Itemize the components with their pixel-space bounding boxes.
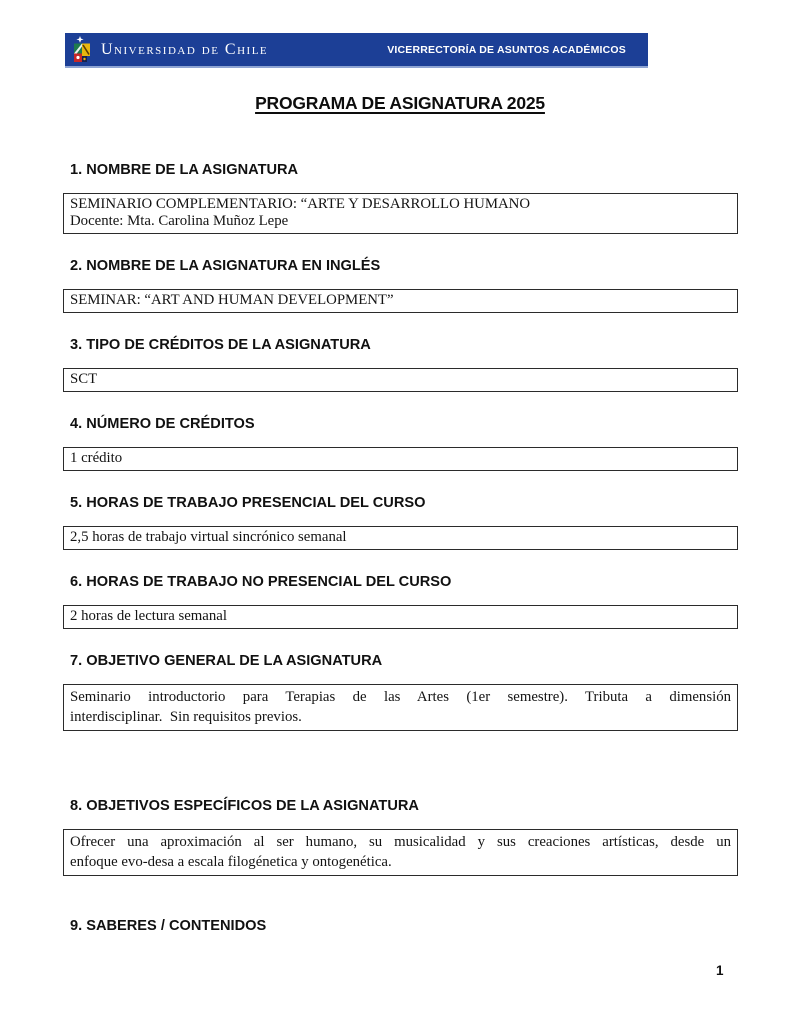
box-line: 2,5 horas de trabajo virtual sincrónico semanal	[70, 529, 347, 545]
section-heading: 1. NOMBRE DE LA ASIGNATURA	[70, 162, 299, 178]
section-numero-creditos	[63, 416, 738, 471]
section-value-box	[63, 447, 738, 471]
box-line: SEMINARIO COMPLEMENTARIO: “ARTE Y DESARROLLO HUMANO	[70, 196, 531, 212]
section-value-box	[63, 368, 738, 392]
box-line: Ofrecer una aproximación al ser humano, su musicalidad y sus creaciones artísticas, desde un	[70, 834, 731, 850]
section-nombre-ingles	[63, 258, 738, 313]
section-tipo-creditos	[63, 337, 738, 392]
section-horas-presencial	[63, 495, 738, 550]
box-line: SEMINAR: “ART AND HUMAN DEVELOPMENT”	[70, 292, 394, 308]
section-heading: 5. HORAS DE TRABAJO PRESENCIAL DEL CURSO	[70, 495, 426, 511]
section-value-box	[63, 289, 738, 313]
section-heading: 4. NÚMERO DE CRÉDITOS	[70, 416, 255, 432]
section-heading: 3. TIPO DE CRÉDITOS DE LA ASIGNATURA	[70, 337, 371, 353]
section-value-box	[63, 684, 738, 731]
box-line: 2 horas de lectura semanal	[70, 608, 227, 624]
section-objetivo-general	[63, 653, 738, 731]
section-heading: 9. SABERES / CONTENIDOS	[70, 918, 267, 934]
header-unit-name: VICERRECTORÍA DE ASUNTOS ACADÉMICOS	[387, 43, 626, 56]
section-horas-no-presencial	[63, 574, 738, 629]
page-title: PROGRAMA DE ASIGNATURA 2025	[255, 93, 545, 113]
section-value-box	[63, 605, 738, 629]
document-body	[63, 0, 738, 949]
box-line: 1 crédito	[70, 450, 123, 466]
section-heading: 6. HORAS DE TRABAJO NO PRESENCIAL DEL CURSO	[70, 574, 452, 590]
box-line: enfoque evo-desa a escala filogénetica y ontogenética.	[70, 854, 392, 870]
section-heading: 2. NOMBRE DE LA ASIGNATURA EN INGLÉS	[70, 258, 381, 274]
box-line: Seminario introductorio para Terapias de las Artes (1er semestre). Tributa a dimensión	[70, 689, 731, 705]
box-line: SCT	[70, 371, 98, 387]
section-heading: 8. OBJETIVOS ESPECÍFICOS DE LA ASIGNATURA	[70, 798, 419, 814]
section-objetivos-especificos	[63, 798, 738, 876]
section-value-box	[63, 829, 738, 876]
box-line: Docente: Mta. Carolina Muñoz Lepe	[70, 213, 289, 229]
page-number: 1	[716, 963, 724, 978]
section-heading: 7. OBJETIVO GENERAL DE LA ASIGNATURA	[70, 653, 383, 669]
section-nombre-asignatura	[63, 162, 738, 234]
section-value-box	[63, 526, 738, 550]
section-saberes-contenidos	[63, 918, 738, 934]
section-value-box	[63, 193, 738, 234]
university-name: Universidad de Chile	[101, 40, 269, 58]
box-line: interdisciplinar. Sin requisitos previos.	[70, 709, 302, 725]
